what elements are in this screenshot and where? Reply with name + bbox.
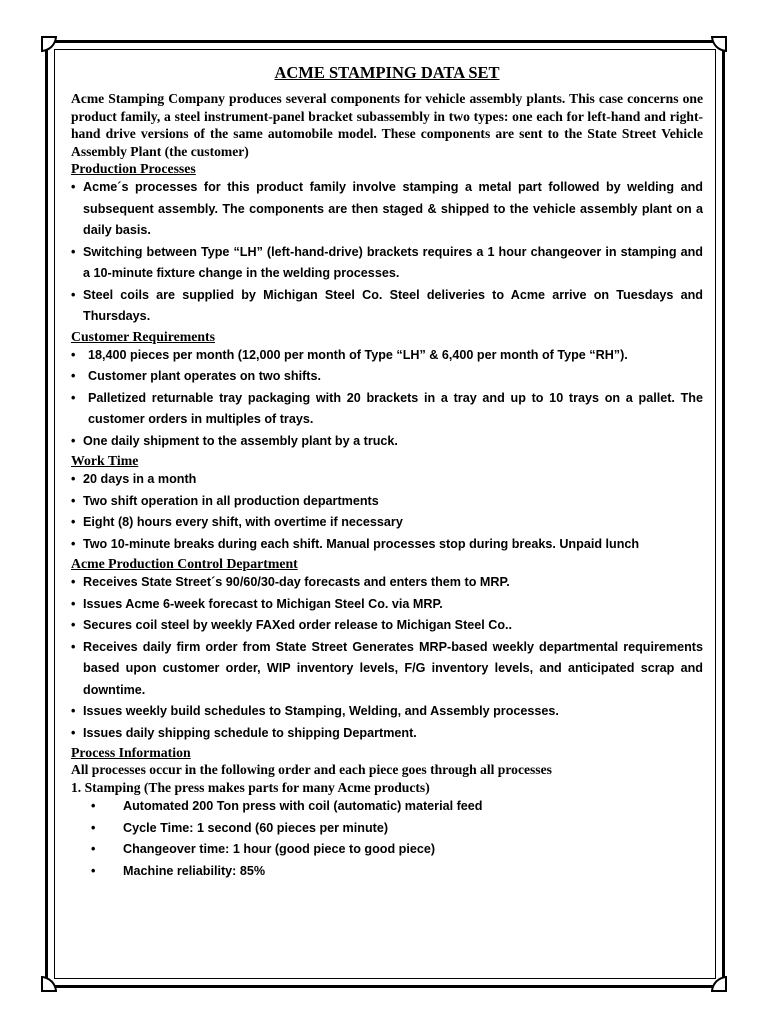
production-processes-heading: Production Processes: [71, 161, 196, 176]
list-item: • One daily shipment to the assembly plant by a truck.: [71, 433, 398, 448]
customer-requirements-extra-list: [71, 431, 703, 453]
list-item: • Automated 200 Ton press with coil (automatic) material feed: [91, 799, 483, 813]
list-item: • Palletized returnable tray packaging with 20 brackets in a tray and up to 10 trays on a pallet. The customer orders in multiples of trays.: [71, 390, 703, 426]
process-order-text: All processes occur in the following order and each piece goes through all processes: [71, 762, 552, 777]
work-time-list: [71, 469, 703, 555]
document-title: ACME STAMPING DATA SET: [274, 63, 500, 82]
list-item: • Receives daily firm order from State Street Generates MRP-based weekly departmental requirements based upon customer order, WIP inventory levels, F/G inventory levels, and anticipated scrap and downtime.: [71, 639, 703, 697]
stamping-details-list: [71, 796, 703, 882]
list-item: • 18,400 pieces per month (12,000 per month of Type “LH” & 6,400 per month of Type “RH”).: [71, 347, 628, 362]
list-item: • Machine reliability: 85%: [91, 863, 266, 878]
process-information-heading: Process Information: [71, 745, 191, 760]
customer-requirements-list: [71, 345, 703, 431]
production-control-list: [71, 572, 703, 744]
list-item: • Receives State Street´s 90/60/30-day forecasts and enters them to MRP.: [71, 575, 510, 589]
list-item: • Two 10-minute breaks during each shift. Manual processes stop during breaks. Unpaid lunch: [71, 536, 640, 551]
list-item: • Two shift operation in all production departments: [71, 493, 379, 508]
customer-requirements-heading: Customer Requirements: [71, 328, 215, 344]
list-item: • Issues daily shipping schedule to shipping Department.: [71, 725, 417, 740]
production-processes-list: [71, 177, 703, 328]
list-item: • Secures coil steel by weekly FAXed order release to Michigan Steel Co..: [71, 618, 513, 632]
list-item: • Cycle Time: 1 second (60 pieces per minute): [91, 820, 389, 835]
work-time-heading: Work Time: [71, 453, 139, 468]
list-item: • Issues Acme 6-week forecast to Michigan Steel Co. via MRP.: [71, 596, 443, 611]
list-item: • Acme´s processes for this product family involve stamping a metal part followed by welding and subsequent assembly. The components are then staged & shipped to the vehicle assembly plant on a daily basis.: [71, 180, 703, 237]
stamping-subheading: 1. Stamping (The press makes parts for many Acme products): [71, 779, 430, 795]
list-item: • Eight (8) hours every shift, with overtime if necessary: [71, 515, 403, 529]
list-item: • 20 days in a month: [71, 472, 197, 486]
list-item: • Steel coils are supplied by Michigan Steel Co. Steel deliveries to Acme arrive on Tuesdays and Thursdays.: [71, 287, 703, 323]
intro-paragraph: Acme Stamping Company produces several components for vehicle assembly plants. This case concerns one product family, a steel instrument-panel bracket subassembly in two types: one each for left-hand and right-hand drive versions of the same automobile model. These components are sent to the State Street Vehicle Assembly Plant (the customer): [71, 91, 703, 159]
list-item: • Customer plant operates on two shifts.: [71, 369, 322, 383]
document-content: [71, 60, 703, 882]
production-control-heading: Acme Production Control Department: [71, 556, 298, 571]
list-item: • Changeover time: 1 hour (good piece to good piece): [91, 842, 436, 856]
list-item: • Switching between Type “LH” (left-hand-drive) brackets requires a 1 hour changeover in stamping and a 10-minute fixture change in the welding processes.: [71, 244, 703, 280]
list-item: • Issues weekly build schedules to Stamping, Welding, and Assembly processes.: [71, 704, 559, 718]
